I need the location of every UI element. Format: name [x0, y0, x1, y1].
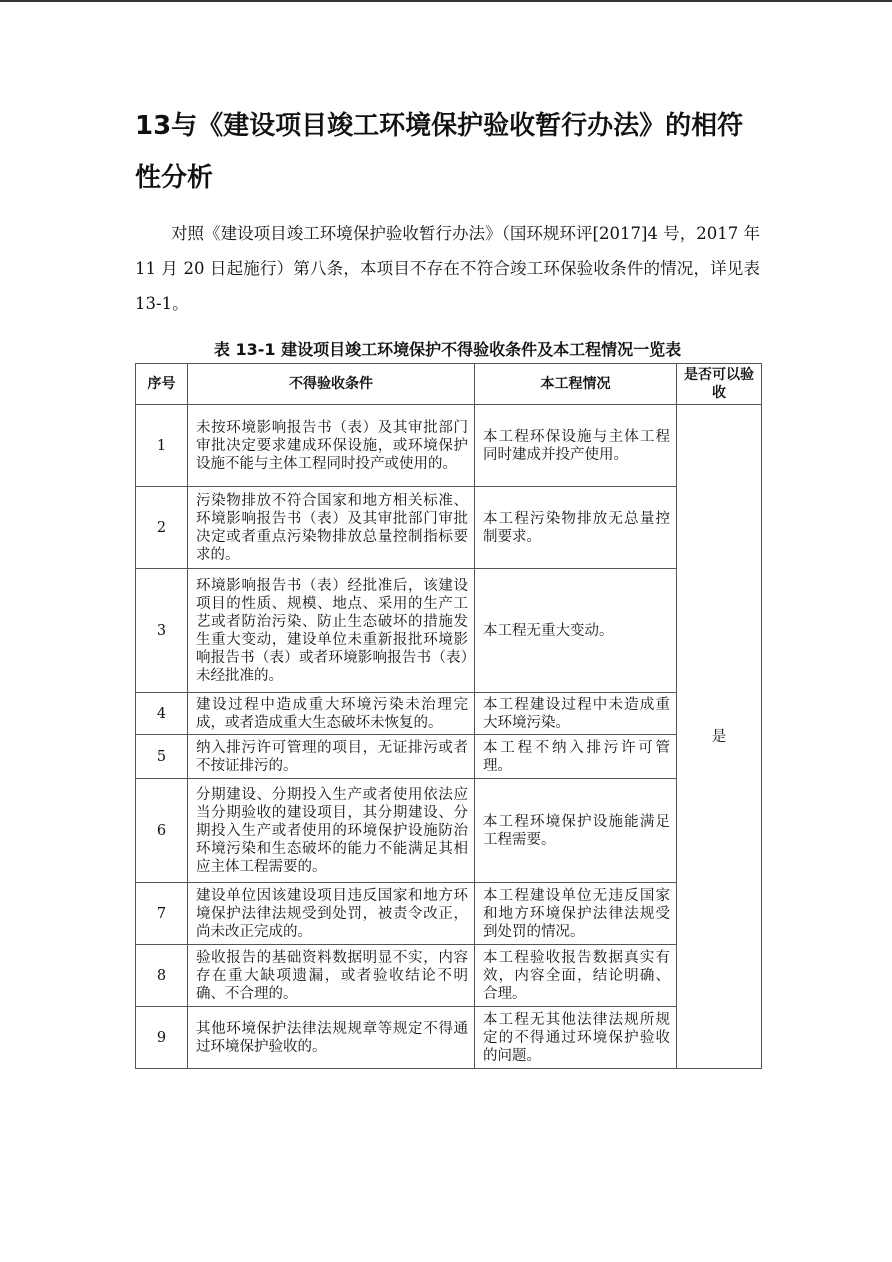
row-status: 本工程建设单位无违反国家和地方环境保护法律法规受到处罚的情况。: [475, 883, 677, 945]
row-number: 5: [136, 735, 188, 779]
row-status: 本工程环保设施与主体工程同时建成并投产使用。: [475, 405, 677, 487]
row-status: 本工程不纳入排污许可管理。: [475, 735, 677, 779]
row-condition: 未按环境影响报告书（表）及其审批部门审批决定要求建成环保设施，或环境保护设施不能与主体工程同时投产或使用的。: [188, 405, 475, 487]
header-condition: 不得验收条件: [188, 364, 475, 405]
row-condition: 建设单位因该建设项目违反国家和地方环境保护法律法规受到处罚，被责令改正，尚未改正完成的。: [188, 883, 475, 945]
acceptance-result: 是: [677, 405, 762, 1069]
header-result: 是否可以验收: [677, 364, 762, 405]
row-condition: 污染物排放不符合国家和地方相关标准、环境影响报告书（表）及其审批部门审批决定或者重点污染物排放总量控制指标要求的。: [188, 487, 475, 569]
row-number: 9: [136, 1007, 188, 1069]
row-condition: 分期建设、分期投入生产或者使用依法应当分期验收的建设项目，其分期建设、分期投入生产或者使用的环境保护设施防治环境污染和生态破坏的能力不能满足其相应主体工程需要的。: [188, 779, 475, 883]
table-row: [136, 487, 762, 569]
row-number: 3: [136, 569, 188, 693]
header-status: 本工程情况: [475, 364, 677, 405]
row-status: 本工程验收报告数据真实有效，内容全面，结论明确、合理。: [475, 945, 677, 1007]
row-status: 本工程无重大变动。: [475, 569, 677, 693]
row-number: 8: [136, 945, 188, 1007]
table-row: [136, 405, 762, 487]
table-row: [136, 1007, 762, 1069]
row-number: 2: [136, 487, 188, 569]
row-condition: 验收报告的基础资料数据明显不实，内容存在重大缺项遗漏，或者验收结论不明确、不合理的。: [188, 945, 475, 1007]
row-status: 本工程环境保护设施能满足工程需要。: [475, 779, 677, 883]
header-no: 序号: [136, 364, 188, 405]
row-condition: 纳入排污许可管理的项目，无证排污或者不按证排污的。: [188, 735, 475, 779]
row-status: 本工程无其他法律法规所规定的不得通过环境保护验收的问题。: [475, 1007, 677, 1069]
table-row: [136, 569, 762, 693]
row-number: 1: [136, 405, 188, 487]
table-header-row: [136, 364, 762, 405]
row-number: 7: [136, 883, 188, 945]
table-row: [136, 779, 762, 883]
row-status: 本工程污染物排放无总量控制要求。: [475, 487, 677, 569]
row-number: 4: [136, 693, 188, 735]
table-row: [136, 693, 762, 735]
row-condition: 其他环境保护法律法规规章等规定不得通过环境保护验收的。: [188, 1007, 475, 1069]
acceptance-conditions-table: [135, 363, 762, 1069]
row-condition: 建设过程中造成重大环境污染未治理完成，或者造成重大生态破坏未恢复的。: [188, 693, 475, 735]
table-caption: 表 13-1 建设项目竣工环境保护不得验收条件及本工程情况一览表: [213, 340, 682, 359]
top-border-line: [0, 0, 892, 2]
intro-paragraph: 对照《建设项目竣工环境保护验收暂行办法》（国环规环评[2017]4 号，2017 年 11 月 20 日起施行）第八条，本项目不存在不符合竣工环保验收条件的情况，详见表 13-1。: [135, 224, 760, 313]
page-content: [135, 100, 760, 1069]
row-number: 6: [136, 779, 188, 883]
table-row: [136, 735, 762, 779]
table-row: [136, 883, 762, 945]
row-status: 本工程建设过程中未造成重大环境污染。: [475, 693, 677, 735]
section-title: 13与《建设项目竣工环境保护验收暂行办法》的相符性分析: [135, 111, 744, 193]
table-row: [136, 945, 762, 1007]
row-condition: 环境影响报告书（表）经批准后，该建设项目的性质、规模、地点、采用的生产工艺或者防治污染、防止生态破坏的措施发生重大变动，建设单位未重新报批环境影响报告书（表）或者环境影响报告书（表）未经批准的。: [188, 569, 475, 693]
